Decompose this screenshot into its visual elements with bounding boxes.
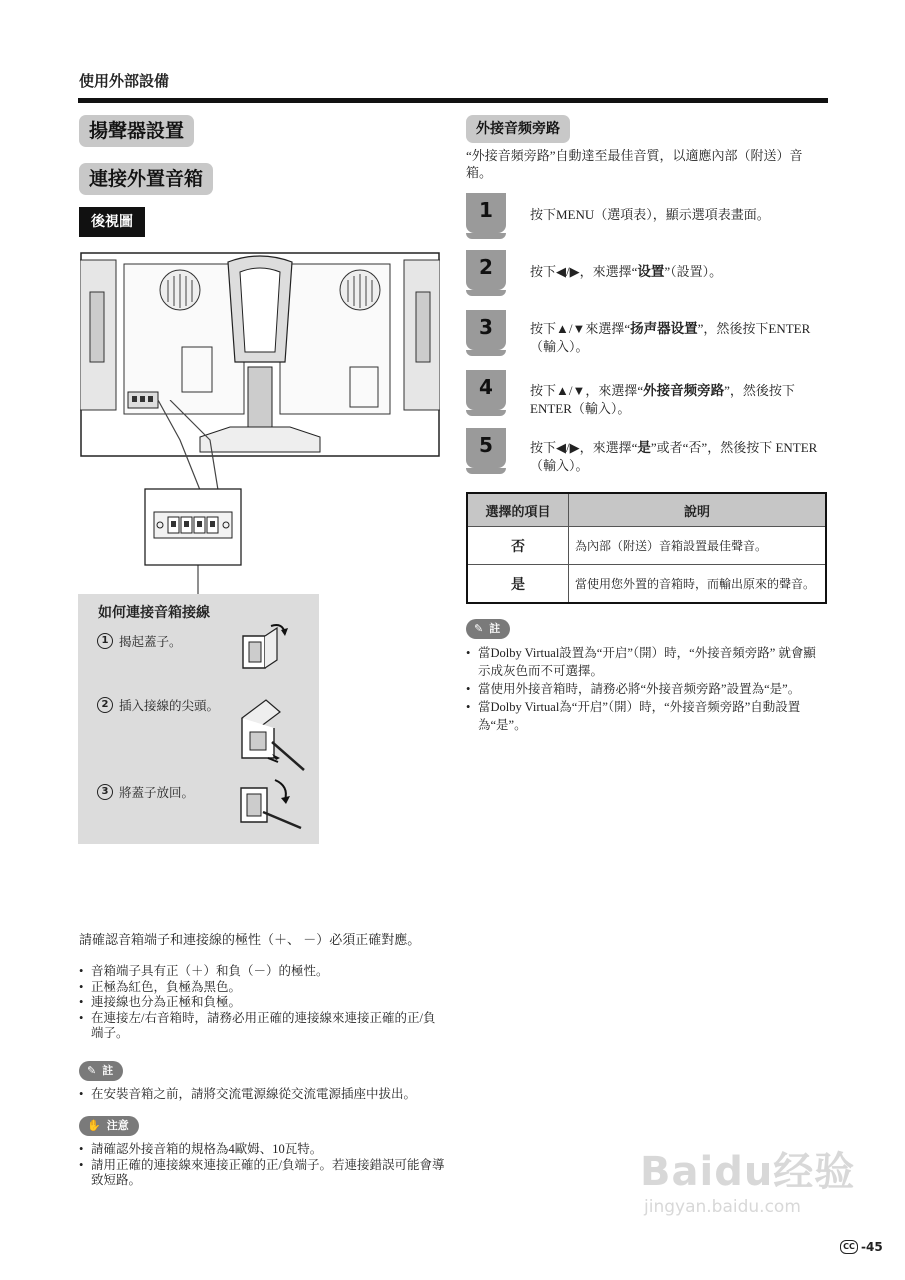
column-header-description: 說明 xyxy=(569,493,827,527)
pill-connect-external: 連接外置音箱 xyxy=(79,163,213,195)
note-badge-left xyxy=(79,1061,123,1081)
rear-view-tag: 後視圖 xyxy=(79,207,145,237)
step-3-pre: 按下▲/▼來選擇“ xyxy=(530,321,631,336)
note-bullets-left xyxy=(79,1087,449,1103)
lift-cover-illustration xyxy=(235,616,295,676)
step-number-2: 2 xyxy=(97,697,113,713)
step-badge-2: 2 xyxy=(466,250,506,290)
caution-label: 注意 xyxy=(106,1119,129,1132)
step-badge-3: 3 xyxy=(466,310,506,350)
step-badge-5: 5 xyxy=(466,428,506,468)
note-bullets-right xyxy=(466,644,828,734)
section-title: 使用外部設備 xyxy=(79,72,170,90)
step-badge-1: 1 xyxy=(466,193,506,233)
step-1-text xyxy=(530,206,830,224)
step-4-post: ”，然後按下 ENTER（輸入）。 xyxy=(530,383,795,416)
note-label: 註 xyxy=(102,1064,114,1077)
table-cell-item: 是 xyxy=(467,565,569,604)
list-item: • 請確認外接音箱的規格為4歐姆、10瓦特。 xyxy=(79,1142,449,1158)
step-2-post: ”（設置）。 xyxy=(664,264,723,279)
step-2-key: 设置 xyxy=(637,264,665,279)
step-3-key: 扬声器设置 xyxy=(630,321,698,336)
list-item: • 連接線也分為正極和負極。 xyxy=(79,995,444,1011)
table-cell-desc: 為內部（附送）音箱設置最佳聲音。 xyxy=(569,527,827,565)
how-to-step-3 xyxy=(97,783,194,801)
insert-wire-illustration xyxy=(232,688,308,778)
options-table xyxy=(466,492,827,604)
tv-rear-illustration xyxy=(80,252,440,457)
step-3-post: ”，然後按下ENTER（輸入）。 xyxy=(530,321,811,354)
step-5-text xyxy=(530,439,825,475)
how-to-step-3-text: 將蓋子放回。 xyxy=(119,786,195,800)
step-5-key: 是 xyxy=(637,440,651,455)
step-5-post: ”或者“否”，然後按下 ENTER（輸入）。 xyxy=(530,440,818,473)
step-5-pre: 按下◀/▶，來選擇“ xyxy=(530,440,638,455)
list-item: • 請用正確的連接線來連接正確的正/負端子。若連接錯誤可能會導致短路。 xyxy=(79,1158,449,1189)
how-to-step-2 xyxy=(97,696,219,714)
how-to-step-1 xyxy=(97,632,182,650)
step-4-text xyxy=(530,382,825,418)
step-2-pre: 按下◀/▶，來選擇“ xyxy=(530,264,638,279)
list-item: • 當Dolby Virtual設置為“开启”（開）時，“外接音頻旁路” 就會顯示成灰色而不可選擇。 xyxy=(466,644,828,680)
table-cell-item: 否 xyxy=(467,527,569,565)
pill-speaker-setup: 揚聲器設置 xyxy=(79,115,194,147)
polarity-bullets xyxy=(79,964,444,1042)
list-item: • 在安裝音箱之前，請將交流電源線從交流電源插座中拔出。 xyxy=(79,1087,449,1103)
how-to-title: 如何連接音箱接線 xyxy=(98,605,210,621)
step-number-1: 1 xyxy=(97,633,113,649)
list-item: • 在連接左/右音箱時，請務必用正確的連接線來連接正確的正/負端子。 xyxy=(79,1011,444,1042)
polarity-paragraph: 請確認音箱端子和連接線的極性（＋、 －）必須正確對應。 xyxy=(79,932,421,947)
page-footer xyxy=(840,1240,883,1254)
paperclip-icon: ✎ xyxy=(87,1064,97,1077)
list-item: • 音箱端子具有正（＋）和負（－）的極性。 xyxy=(79,964,444,980)
list-item: • 正極為紅色，負極為黑色。 xyxy=(79,980,444,996)
pill-bypass: 外接音频旁路 xyxy=(466,115,570,143)
step-number-3: 3 xyxy=(97,784,113,800)
table-header-row xyxy=(467,493,826,527)
column-header-item: 選擇的項目 xyxy=(467,493,569,527)
paperclip-icon: ✎ xyxy=(474,622,484,635)
header-rule xyxy=(78,98,828,103)
step-badge-4: 4 xyxy=(466,370,506,410)
step-1-pre: 按下MENU（選項表），顯示選項表畫面。 xyxy=(530,207,770,222)
intro-paragraph: “外接音頻旁路”自動達至最佳音質，以適應內部（附送）音箱。 xyxy=(466,148,803,180)
watermark-brand: Baidu经验 xyxy=(640,1149,856,1195)
list-item: • 當Dolby Virtual為“开启”（開）時，“外接音频旁路”自動設置為“是”。 xyxy=(466,698,828,734)
watermark xyxy=(640,1140,855,1217)
speaker-terminal-zoom xyxy=(144,488,242,566)
page-number: -45 xyxy=(861,1240,883,1254)
table-row xyxy=(467,527,826,565)
how-to-step-1-text: 揭起蓋子。 xyxy=(119,635,182,649)
table-row xyxy=(467,565,826,604)
step-4-key: 外接音频旁路 xyxy=(643,383,725,398)
step-3-text xyxy=(530,320,825,356)
cc-icon: CC xyxy=(840,1240,858,1254)
step-2-text xyxy=(530,263,830,281)
caution-bullets xyxy=(79,1142,449,1189)
step-4-pre: 按下▲/▼，來選擇“ xyxy=(530,383,644,398)
how-to-step-2-text: 插入接線的尖頭。 xyxy=(119,699,220,713)
caution-badge xyxy=(79,1116,139,1136)
table-cell-desc: 當使用您外置的音箱時，而輸出原來的聲音。 xyxy=(569,565,827,604)
hand-icon: ✋ xyxy=(87,1119,101,1132)
note-badge-right xyxy=(466,619,510,639)
list-item: • 當使用外接音箱時，請務必將“外接音频旁路”設置為“是”。 xyxy=(466,680,828,698)
close-cover-illustration xyxy=(235,772,305,834)
watermark-url: jingyan.baidu.com xyxy=(644,1197,801,1217)
note-label: 註 xyxy=(489,622,501,635)
